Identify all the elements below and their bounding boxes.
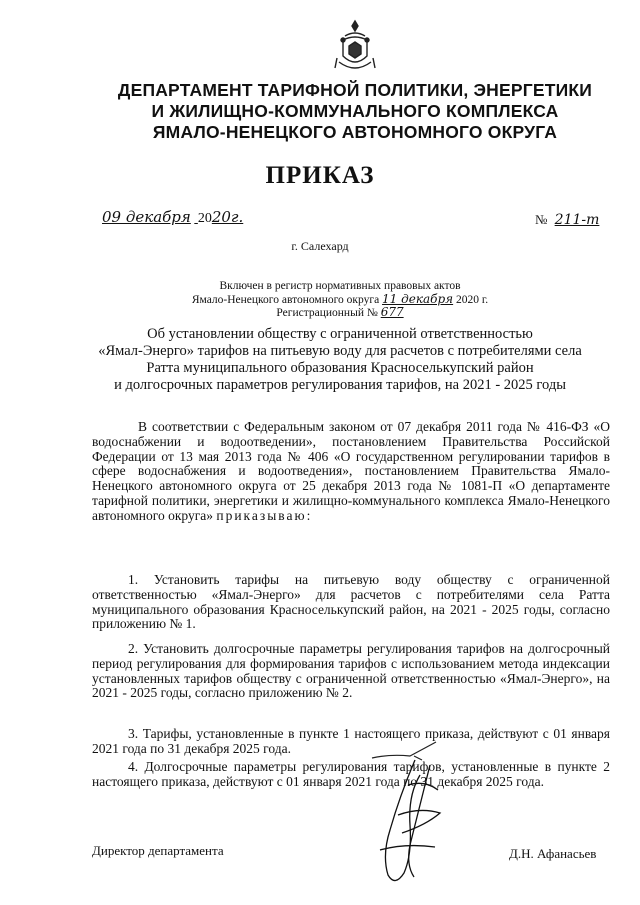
order-word: приказываю:	[216, 507, 313, 523]
registry-number-handwritten: 677	[380, 305, 404, 319]
preamble-paragraph	[92, 420, 610, 524]
order-date	[102, 208, 243, 227]
order-item-4: 4. Долгосрочные параметры регулирования тарифов, установленные в пункте 2 настоящего приказа, действуют с 01 января 2021 года по 31 декабря 2025 года.	[92, 759, 610, 789]
order-title-line-4: и долгосрочных параметров регулирования тарифов, на 2021 - 2025 годы	[114, 377, 566, 393]
registry-date-handwritten: 11 декабря	[382, 292, 454, 306]
document-type-heading: ПРИКАЗ	[265, 162, 375, 189]
department-name-line-2: И ЖИЛИЩНО-КОММУНАЛЬНОГО КОМПЛЕКСА	[151, 101, 559, 121]
order-item-1: 1. Установить тарифы на питьевую воду обществу с ограниченной ответственностью «Ямал-Энерго» для расчетов с потребителями села Ратта муниципального образования Красноселькупский район, на 2021 - 2025 годы, согласно приложению № 1.	[92, 572, 610, 632]
date-handwritten: 09 декабря	[102, 208, 191, 226]
date-year-handwritten: 20г.	[211, 208, 244, 226]
number-handwritten: 211-т	[554, 212, 600, 228]
registry-line-1: Включен в регистр нормативных правовых актов	[219, 280, 461, 292]
city-label: г. Салехард	[291, 239, 349, 253]
order-title-line-3: Ратта муниципального образования Красноселькупский район	[146, 360, 534, 376]
registry-line-2-suffix: 2020 г.	[455, 294, 489, 306]
signatory-name: Д.Н. Афанасьев	[509, 846, 597, 861]
registry-line-3	[160, 306, 520, 320]
order-title-line-1: Об установлении обществу с ограниченной ответственностью	[147, 326, 533, 342]
department-name-line-3: ЯМАЛО-НЕНЕЦКОГО АВТОНОМНОГО ОКРУГА	[152, 122, 558, 142]
department-name-line-1: ДЕПАРТАМЕНТ ТАРИФНОЙ ПОЛИТИКИ, ЭНЕРГЕТИКИ	[117, 80, 593, 100]
preamble-text: В соответствии с Федеральным законом от 07 декабря 2011 года № 416-ФЗ «О водоснабжении и водоотведении», постановлением Правительства Российской Федерации от 13 мая 2013 года № 406 «О государственном регулировании тарифов в сфере водоснабжения и водоотведения», постановлением Правительства Ямало-Ненецкого автономного округа от 25 декабря 2013 года № 1081-П «О департаменте тарифной политики, энергетики и жилищно-коммунального комплекса Ямало-Ненецкого автономного округа»	[92, 419, 610, 523]
coat-of-arms-emblem	[333, 18, 377, 76]
registry-number-label: Регистрационный №	[276, 307, 378, 319]
registry-line-2	[160, 293, 520, 307]
registry-line-2-prefix: Ямало-Ненецкого автономного округа	[191, 294, 380, 306]
number-label: №	[535, 212, 548, 227]
order-item-3: 3. Тарифы, установленные в пункте 1 настоящего приказа, действуют с 01 января 2021 года по 31 декабря 2025 года.	[92, 726, 610, 756]
signatory-position: Директор департамента	[92, 843, 224, 858]
order-number	[535, 212, 603, 228]
order-item-2: 2. Установить долгосрочные параметры регулирования тарифов на долгосрочный период регулирования для формирования тарифов с использованием метода индексации установленных тарифов обществу с ограниченной ответственностью «Ямал-Энерго», на 2021 - 2025 годы, согласно приложению № 2.	[92, 641, 610, 701]
handwritten-signature	[360, 755, 460, 890]
order-title-line-2: «Ямал-Энерго» тарифов на питьевую воду для расчетов с потребителями села	[98, 343, 582, 359]
date-year-prefix: 20	[197, 211, 212, 226]
